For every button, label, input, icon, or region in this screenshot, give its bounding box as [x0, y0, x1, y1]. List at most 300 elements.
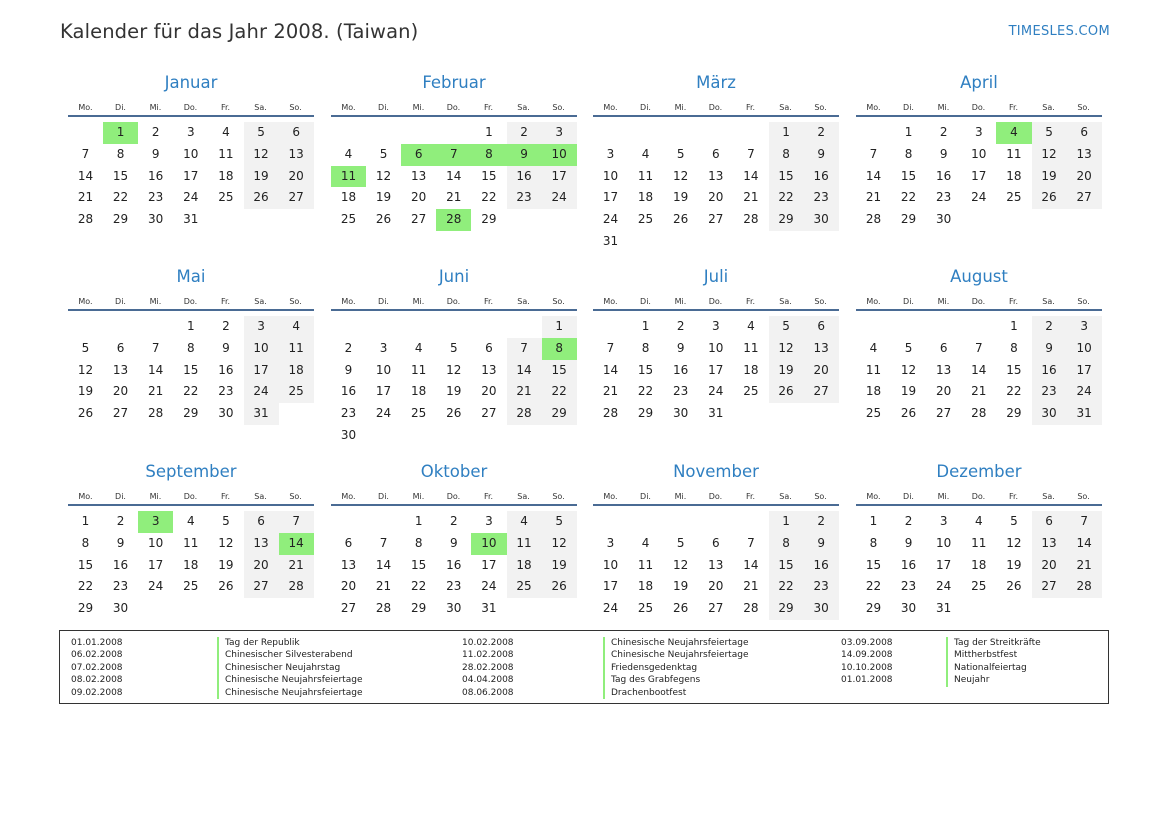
day-cell: 21	[743, 190, 759, 205]
day-cell: 27	[481, 406, 497, 421]
day-cell: 24	[708, 384, 724, 399]
weekday-header	[331, 295, 577, 311]
month-name: August	[950, 267, 1008, 286]
day-cell: 26	[769, 381, 804, 403]
day-cell: 28	[602, 406, 619, 421]
day-cell: 4	[869, 340, 878, 355]
weekday-label: Mo.	[341, 492, 356, 501]
day-cell: 5	[81, 340, 90, 355]
holiday-day-cell: 9	[507, 144, 542, 166]
day-cell: 4	[507, 511, 542, 533]
empty-cell	[593, 122, 628, 144]
day-cell: 1	[641, 319, 650, 333]
day-cell: 19	[673, 579, 689, 594]
day-cell: 29	[112, 212, 129, 227]
day-cell: 5	[676, 535, 685, 550]
month-name: Februar	[422, 73, 486, 92]
day-cell: 5	[1032, 122, 1067, 144]
weekday-label: Mi.	[674, 297, 687, 306]
holiday-date: 14.09.2008	[841, 650, 893, 661]
weekday-header	[593, 295, 839, 311]
weekday-label: Di.	[115, 492, 126, 501]
empty-cell	[138, 598, 173, 620]
day-cell: 15	[481, 168, 497, 183]
day-cell: 4	[344, 146, 353, 161]
day-cell: 10	[936, 535, 952, 550]
weekday-label: So.	[814, 297, 827, 306]
day-cell: 28	[77, 212, 94, 227]
day-grid	[331, 122, 577, 231]
weekday-label: Fr.	[483, 492, 494, 501]
weekday-label: So.	[289, 492, 302, 501]
day-cell: 30	[218, 406, 234, 421]
weekday-label: Do.	[183, 297, 198, 306]
day-cell: 6	[711, 146, 720, 161]
weekday-label: Fr.	[483, 297, 494, 306]
day-cell: 25	[865, 406, 882, 421]
day-cell: 13	[411, 168, 427, 183]
empty-cell	[1032, 209, 1067, 231]
day-cell: 7	[507, 338, 542, 360]
holiday-dates-col-2	[462, 637, 514, 699]
day-cell: 4	[641, 535, 650, 550]
day-cell: 8	[1010, 340, 1018, 355]
day-cell: 31	[708, 406, 724, 421]
day-cell: 13	[1032, 533, 1067, 555]
day-cell: 5	[1010, 514, 1018, 528]
day-cell: 19	[77, 384, 94, 399]
weekday-label: Mi.	[937, 103, 950, 112]
day-cell: 19	[1006, 557, 1022, 572]
weekday-label: Do.	[971, 297, 986, 306]
weekday-header	[856, 295, 1102, 311]
day-cell: 28	[865, 212, 882, 227]
weekday-label: Di.	[903, 103, 914, 112]
empty-cell	[138, 316, 173, 338]
holiday-day-cell: 3	[138, 511, 173, 533]
holiday-day-cell: 1	[103, 122, 138, 144]
day-cell: 9	[939, 146, 948, 161]
empty-cell	[173, 598, 208, 620]
day-cell: 20	[244, 555, 279, 577]
day-cell: 31	[936, 601, 952, 616]
holiday-name: Tag der Streitkräfte	[946, 637, 1041, 649]
empty-cell	[593, 316, 628, 338]
empty-cell	[436, 122, 471, 144]
day-cell: 2	[1032, 316, 1067, 338]
day-cell: 24	[148, 579, 164, 594]
day-grid	[331, 511, 577, 620]
empty-cell	[68, 316, 103, 338]
day-cell: 15	[542, 360, 577, 382]
day-cell: 15	[1006, 362, 1022, 377]
holiday-name: Neujahr	[946, 674, 1041, 686]
day-cell: 13	[708, 168, 724, 183]
day-cell: 4	[222, 125, 230, 139]
day-cell: 3	[244, 316, 279, 338]
weekday-label: Sa.	[1042, 492, 1055, 501]
month-1	[68, 72, 314, 231]
day-cell: 6	[279, 122, 314, 144]
day-cell: 30	[340, 427, 357, 442]
day-cell: 30	[936, 212, 952, 227]
day-cell: 5	[542, 511, 577, 533]
empty-cell	[68, 122, 103, 144]
day-cell: 28	[743, 601, 759, 616]
day-cell: 12	[1006, 535, 1022, 550]
day-cell: 21	[77, 190, 94, 205]
day-cell: 29	[769, 598, 804, 620]
day-cell: 22	[769, 576, 804, 598]
empty-cell	[507, 425, 542, 447]
day-cell: 17	[1067, 360, 1102, 382]
weekday-label: Mi.	[674, 103, 687, 112]
holiday-name: Chinesische Neujahrsfeiertage	[603, 637, 748, 649]
weekday-label: Mi.	[412, 492, 425, 501]
day-cell: 10	[708, 340, 724, 355]
day-cell: 17	[602, 579, 619, 594]
empty-cell	[331, 511, 366, 533]
page-title: Kalender für das Jahr 2008. (Taiwan)	[60, 20, 419, 43]
day-cell: 5	[379, 146, 388, 161]
month-6	[331, 266, 577, 447]
day-cell: 8	[81, 535, 90, 550]
empty-cell	[804, 231, 839, 253]
empty-cell	[733, 403, 768, 425]
day-cell: 16	[1032, 360, 1067, 382]
day-cell: 2	[344, 340, 353, 355]
day-cell: 26	[77, 406, 94, 421]
holiday-date: 01.01.2008	[841, 675, 893, 686]
day-cell: 10	[602, 168, 619, 183]
empty-cell	[769, 231, 804, 253]
holiday-date: 01.01.2008	[71, 638, 123, 648]
day-cell: 16	[148, 168, 164, 183]
day-cell: 15	[77, 557, 94, 572]
weekday-label: Di.	[115, 297, 126, 306]
month-name: Juni	[438, 267, 470, 286]
day-cell: 13	[244, 533, 279, 555]
holiday-name: Chinesische Neujahrsfeiertage	[217, 687, 362, 699]
day-cell: 23	[340, 406, 357, 421]
day-cell: 21	[507, 381, 542, 403]
day-cell: 7	[606, 340, 615, 355]
day-cell: 4	[974, 514, 983, 528]
day-cell: 19	[769, 360, 804, 382]
day-cell: 24	[542, 187, 577, 209]
day-cell: 14	[1067, 533, 1102, 555]
weekday-label: So.	[552, 297, 565, 306]
empty-cell	[401, 316, 436, 338]
day-cell: 27	[1032, 576, 1067, 598]
day-cell: 24	[1067, 381, 1102, 403]
day-cell: 17	[481, 557, 497, 572]
day-cell: 3	[606, 146, 615, 161]
empty-cell	[698, 511, 733, 533]
empty-cell	[593, 511, 628, 533]
day-cell: 2	[939, 125, 948, 139]
weekday-label: So.	[289, 103, 302, 112]
month-12	[856, 461, 1102, 620]
day-cell: 6	[344, 535, 353, 550]
day-cell: 3	[939, 514, 948, 528]
holiday-date: 09.02.2008	[71, 687, 123, 698]
weekday-label: Mo.	[78, 297, 93, 306]
day-grid	[856, 511, 1102, 620]
day-cell: 27	[708, 601, 724, 616]
weekday-label: So.	[814, 492, 827, 501]
empty-cell	[542, 598, 577, 620]
month-11	[593, 461, 839, 620]
day-cell: 16	[218, 362, 234, 377]
holiday-name: Chinesischer Neujahrstag	[217, 662, 362, 674]
day-cell: 2	[449, 514, 458, 528]
weekday-header	[68, 295, 314, 311]
holiday-date: 10.02.2008	[462, 638, 514, 648]
weekday-label: So.	[814, 103, 827, 112]
day-cell: 14	[446, 168, 462, 183]
empty-cell	[891, 316, 926, 338]
day-cell: 28	[279, 576, 314, 598]
weekday-label: Fr.	[1008, 297, 1019, 306]
holiday-day-cell: 10	[542, 144, 577, 166]
day-cell: 16	[804, 555, 839, 577]
day-cell: 22	[1006, 384, 1022, 399]
day-cell: 8	[904, 146, 913, 161]
day-cell: 12	[375, 168, 392, 183]
day-cell: 6	[1067, 122, 1102, 144]
day-cell: 21	[1067, 555, 1102, 577]
holiday-date: 08.06.2008	[462, 687, 514, 698]
day-cell: 2	[222, 319, 230, 333]
day-cell: 18	[183, 557, 199, 572]
holiday-day-cell: 11	[331, 166, 366, 188]
weekday-label: Sa.	[1042, 103, 1055, 112]
day-cell: 25	[637, 601, 654, 616]
day-cell: 9	[151, 146, 160, 161]
day-cell: 3	[1067, 316, 1102, 338]
weekday-label: Mo.	[78, 492, 93, 501]
day-cell: 2	[804, 511, 839, 533]
brand-link[interactable]: TIMESLES.COM	[1008, 24, 1110, 39]
day-cell: 8	[641, 340, 650, 355]
day-cell: 19	[900, 384, 917, 399]
weekday-label: Mo.	[866, 297, 881, 306]
day-cell: 20	[708, 190, 724, 205]
day-cell: 17	[971, 168, 987, 183]
day-cell: 28	[148, 406, 164, 421]
weekday-label: Mo.	[866, 492, 881, 501]
holiday-day-cell: 6	[401, 144, 436, 166]
holiday-name: Tag des Grabfegens	[603, 674, 748, 686]
day-cell: 21	[971, 384, 987, 399]
day-cell: 1	[769, 122, 804, 144]
weekday-label: Mi.	[412, 103, 425, 112]
day-cell: 14	[375, 557, 392, 572]
day-cell: 23	[507, 187, 542, 209]
weekday-label: Do.	[446, 297, 461, 306]
month-name: November	[673, 462, 759, 481]
day-cell: 17	[183, 168, 199, 183]
holiday-name: Chinesische Neujahrsfeiertage	[217, 674, 362, 686]
day-cell: 20	[411, 190, 427, 205]
weekday-label: Mi.	[937, 492, 950, 501]
day-cell: 14	[743, 557, 759, 572]
day-cell: 17	[148, 557, 164, 572]
day-cell: 7	[379, 535, 388, 550]
day-cell: 4	[186, 514, 195, 528]
empty-cell	[436, 425, 471, 447]
empty-cell	[103, 316, 138, 338]
day-cell: 7	[869, 146, 878, 161]
day-cell: 21	[375, 579, 392, 594]
day-cell: 7	[747, 535, 755, 550]
day-cell: 23	[148, 190, 164, 205]
day-cell: 9	[344, 362, 353, 377]
weekday-label: So.	[289, 297, 302, 306]
day-cell: 22	[637, 384, 654, 399]
day-cell: 30	[804, 209, 839, 231]
holiday-date: 04.04.2008	[462, 675, 514, 686]
weekday-header	[856, 101, 1102, 117]
month-2	[331, 72, 577, 231]
day-cell: 26	[218, 579, 234, 594]
day-cell: 12	[77, 362, 94, 377]
weekday-label: Do.	[446, 492, 461, 501]
holiday-dates-col-3	[841, 637, 893, 687]
day-cell: 5	[769, 316, 804, 338]
day-cell: 23	[218, 384, 234, 399]
empty-cell	[856, 122, 891, 144]
day-cell: 12	[769, 338, 804, 360]
day-cell: 25	[411, 406, 427, 421]
day-cell: 27	[112, 406, 129, 421]
day-cell: 16	[804, 166, 839, 188]
day-cell: 5	[449, 340, 458, 355]
empty-cell	[1032, 598, 1067, 620]
empty-cell	[279, 403, 314, 425]
weekday-label: Fr.	[1008, 492, 1019, 501]
holiday-names-col-1	[217, 637, 362, 699]
day-cell: 22	[411, 579, 427, 594]
day-cell: 20	[340, 579, 357, 594]
day-cell: 6	[116, 340, 125, 355]
day-cell: 27	[1067, 187, 1102, 209]
weekday-label: Do.	[446, 103, 461, 112]
weekday-label: Mi.	[937, 297, 950, 306]
day-cell: 26	[673, 601, 689, 616]
holiday-name: Mittherbstfest	[946, 649, 1041, 661]
empty-cell	[331, 316, 366, 338]
day-cell: 1	[81, 514, 90, 528]
day-cell: 8	[769, 144, 804, 166]
day-cell: 25	[507, 576, 542, 598]
month-4	[856, 72, 1102, 231]
weekday-label: Mi.	[412, 297, 425, 306]
day-cell: 13	[340, 557, 357, 572]
day-cell: 5	[222, 514, 230, 528]
day-cell: 10	[148, 535, 164, 550]
month-name: Juli	[703, 267, 729, 286]
weekday-label: So.	[552, 492, 565, 501]
empty-cell	[733, 511, 768, 533]
day-cell: 12	[673, 168, 689, 183]
day-cell: 11	[411, 362, 427, 377]
holiday-name: Drachenbootfest	[603, 687, 748, 699]
holiday-day-cell: 8	[542, 338, 577, 360]
day-cell: 30	[112, 601, 129, 616]
empty-cell	[961, 598, 996, 620]
day-cell: 13	[481, 362, 497, 377]
day-cell: 18	[865, 384, 882, 399]
day-cell: 23	[673, 384, 689, 399]
day-cell: 26	[244, 187, 279, 209]
day-cell: 30	[900, 601, 917, 616]
day-grid	[68, 316, 314, 425]
month-name: September	[145, 462, 237, 481]
weekday-label: Di.	[903, 297, 914, 306]
day-cell: 18	[743, 362, 759, 377]
day-cell: 14	[971, 362, 987, 377]
weekday-label: Sa.	[254, 492, 267, 501]
holiday-name: Nationalfeiertag	[946, 662, 1041, 674]
weekday-label: Mi.	[149, 103, 162, 112]
empty-cell	[926, 316, 961, 338]
day-cell: 17	[602, 190, 619, 205]
day-cell: 12	[244, 144, 279, 166]
day-cell: 19	[1032, 166, 1067, 188]
empty-cell	[471, 316, 506, 338]
day-cell: 19	[673, 190, 689, 205]
month-5	[68, 266, 314, 425]
holiday-names-col-3	[946, 637, 1041, 687]
holiday-legend	[59, 630, 1109, 704]
empty-cell	[208, 598, 243, 620]
empty-cell	[804, 403, 839, 425]
day-cell: 14	[743, 168, 759, 183]
day-cell: 12	[900, 362, 917, 377]
holiday-date: 28.02.2008	[462, 662, 514, 673]
day-cell: 9	[804, 533, 839, 555]
day-cell: 16	[900, 557, 917, 572]
weekday-label: Mo.	[603, 297, 618, 306]
day-cell: 9	[1032, 338, 1067, 360]
day-cell: 25	[971, 579, 987, 594]
empty-cell	[733, 231, 768, 253]
day-cell: 23	[446, 579, 462, 594]
weekday-label: Fr.	[745, 492, 756, 501]
day-cell: 22	[900, 190, 917, 205]
day-cell: 28	[971, 406, 987, 421]
day-cell: 13	[1067, 144, 1102, 166]
holiday-dates-col-1	[71, 637, 123, 699]
day-cell: 23	[900, 579, 917, 594]
day-cell: 1	[414, 514, 423, 528]
weekday-label: Sa.	[779, 103, 792, 112]
day-cell: 1	[542, 316, 577, 338]
day-cell: 30	[446, 601, 462, 616]
day-cell: 17	[244, 360, 279, 382]
day-grid	[856, 122, 1102, 231]
day-cell: 19	[446, 384, 462, 399]
weekday-label: Di.	[378, 297, 389, 306]
day-cell: 29	[183, 406, 199, 421]
empty-cell	[366, 425, 401, 447]
day-cell: 6	[711, 535, 720, 550]
day-cell: 29	[865, 601, 882, 616]
weekday-label: So.	[1077, 492, 1090, 501]
day-cell: 26	[673, 212, 689, 227]
